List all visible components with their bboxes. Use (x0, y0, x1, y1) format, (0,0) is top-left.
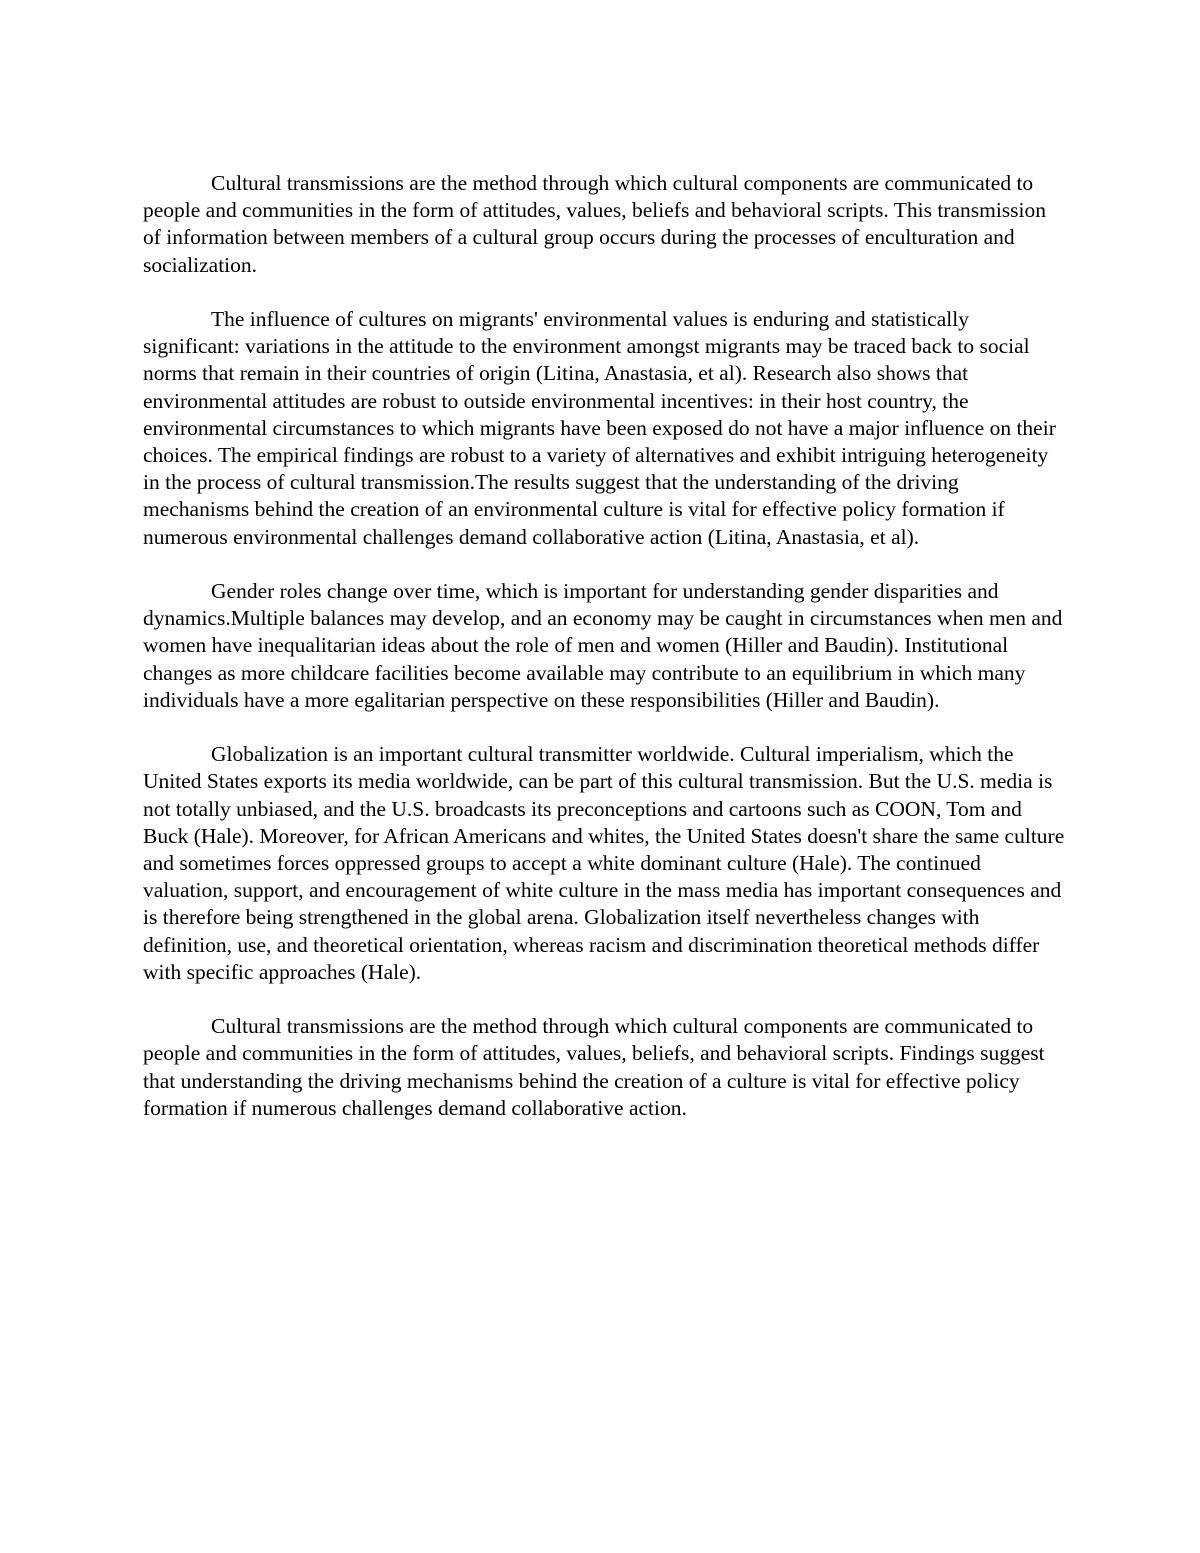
paragraph-globalization: Globalization is an important cultural transmitter worldwide. Cultural imperialism, which the United States exports its media worldwide, can be part of this cultural transmission. But the U.S. media is not totally unbiased, and the U.S. broadcasts its preconceptions and cartoons such as COON, Tom and Buck (Hale). Moreover, for African Americans and whites, the United States doesn't share the same culture and sometimes forces oppressed groups to accept a white dominant culture (Hale). The continued valuation, support, and encouragement of white culture in the mass media has important consequences and is therefore being strengthened in the global arena. Globalization itself nevertheless changes with definition, use, and theoretical orientation, whereas racism and discrimination theoretical methods differ with specific approaches (Hale). (143, 742, 1065, 984)
paragraph-gender-roles: Gender roles change over time, which is important for understanding gender disparities and dynamics.Multiple balances may develop, and an economy may be caught in circumstances when men and women have inequalitarian ideas about the role of men and women (Hiller and Baudin). Institutional changes as more childcare facilities become available may contribute to an equilibrium in which many individuals have a more egalitarian perspective on these responsibilities (Hiller and Baudin). (143, 579, 1063, 712)
paragraph-conclusion: Cultural transmissions are the method through which cultural components are communicated to people and communities in the form of attitudes, values, beliefs, and behavioral scripts. Findings suggest that understanding the driving mechanisms behind the creation of a culture is vital for effective policy formation if numerous challenges demand collaborative action. (143, 1014, 1045, 1120)
paragraph-migrants-environmental-values: The influence of cultures on migrants' environmental values is enduring and statistically significant: variations in the attitude to the environment amongst migrants may be traced back to social norms that remain in their countries of origin (Litina, Anastasia, et al). Research also shows that environmental attitudes are robust to outside environmental incentives: in their host country, the environmental circumstances to which migrants have been exposed do not have a major influence on their choices. The empirical findings are robust to a variety of alternatives and exhibit intriguing heterogeneity in the process of cultural transmission.The results suggest that the understanding of the driving mechanisms behind the creation of an environmental culture is vital for effective policy formation if numerous environmental challenges demand collaborative action (Litina, Anastasia, et al). (143, 307, 1056, 549)
document-body (143, 170, 1068, 1149)
paragraph-cultural-transmission: Cultural transmissions are the method through which cultural components are communicated to people and communities in the form of attitudes, values, beliefs and behavioral scripts. This transmission of information between members of a cultural group occurs during the processes of enculturation and socialization. (143, 171, 1047, 277)
